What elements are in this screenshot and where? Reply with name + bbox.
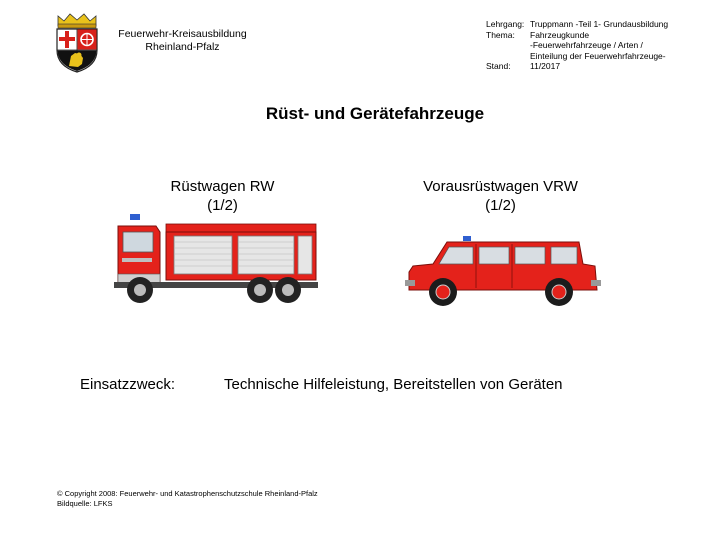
topic-line-1: Fahrzeugkunde [530, 29, 590, 40]
date-label: Stand: [486, 61, 511, 71]
footer [57, 489, 318, 509]
purpose-value: Technische Hilfeleistung, Bereitstellen von Geräten [224, 376, 563, 393]
vehicle-crew: (1/2) [485, 197, 516, 214]
date-value: 11/2017 [530, 61, 561, 71]
purpose-label: Einsatzzweck: [80, 376, 176, 393]
organization-name [110, 28, 255, 54]
topic-line-2: -Feuerwehrfahrzeuge / Arten / [530, 40, 643, 50]
advance-rescue-vehicle-image [403, 236, 603, 308]
coat-of-arms-logo [52, 12, 102, 74]
vehicle-caption-vrw [398, 177, 603, 215]
vehicle-crew: (1/2) [207, 197, 238, 214]
vehicle-name: Vorausrüstwagen VRW [423, 178, 578, 195]
org-line-2: Rheinland-Pfalz [145, 41, 220, 53]
org-line-1: Feuerwehr-Kreisausbildung [118, 28, 247, 40]
copyright-text: © Copyright 2008: Feuerwehr- und Katastrophenschutzschule Rheinland-Pfalz [57, 489, 318, 498]
course-label: Lehrgang: [486, 19, 525, 29]
vehicle-caption-rw [140, 177, 305, 215]
image-source-text: Bildquelle: LFKS [57, 499, 113, 508]
rescue-truck-image [110, 212, 335, 307]
course-meta [486, 19, 680, 72]
topic-label: Thema: [486, 29, 515, 40]
vehicle-name: Rüstwagen RW [170, 178, 275, 195]
topic-line-3: Einteilung der Feuerwehrfahrzeuge- [530, 50, 666, 61]
course-value: Truppmann -Teil 1- Grundausbildung [530, 19, 669, 29]
slide-title: Rüst- und Gerätefahrzeuge [265, 104, 485, 123]
